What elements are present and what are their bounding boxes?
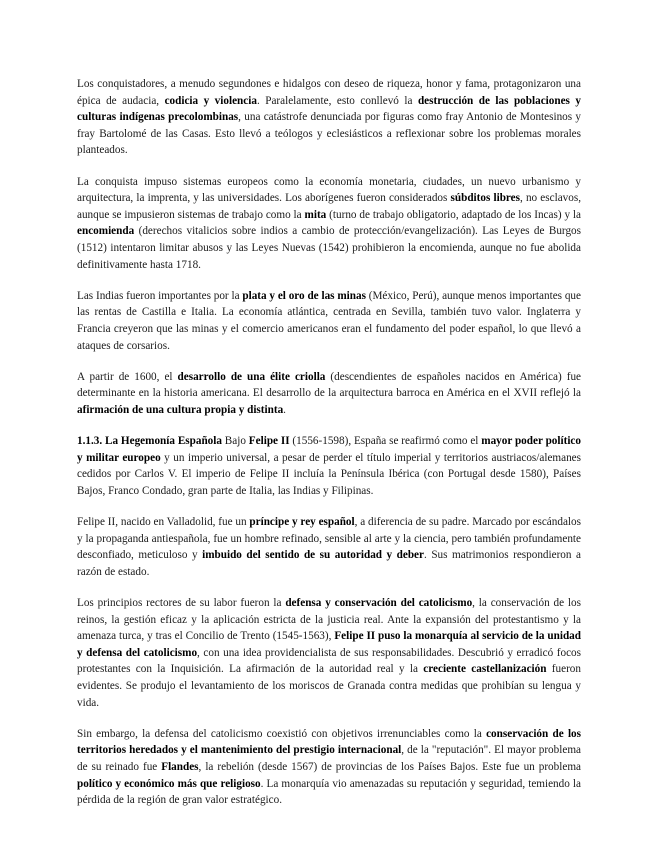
text-run: (derechos vitalicios sobre indios a cambio de protección/evangelización). Las Leyes de Burgos (1512) intentaron limitar abusos y las Leyes Nuevas (1542) prohibieron la encomienda, aunque no fue abolida definitivamente hasta 1718. — [77, 225, 581, 271]
text-run: Los principios rectores de su labor fueron la — [77, 597, 286, 609]
text-run: (turno de trabajo obligatorio, adaptado de los Incas) y la — [326, 208, 581, 221]
bold-text-run: Felipe II puso la monarquía al servicio de la unidad y defensa del catolicismo — [77, 630, 581, 659]
text-run: , de la "reputación". El mayor problema de su reinado fue — [77, 744, 581, 773]
paragraph-flandes — [77, 726, 581, 809]
paragraph-elite-criolla — [77, 369, 581, 419]
text-run: . Sus matrimonios respondieron a razón de estado. — [77, 549, 581, 578]
bold-text-run: desarrollo de una élite criolla — [177, 370, 326, 383]
text-run: , la conservación de los reinos, la gestión eficaz y la aplicación estricta de la justicia real. Ante la expansión del protestantismo y la amenaza turca, y tras el Concilio de Trento (1545-1563), — [77, 597, 581, 643]
text-run: (1556-1598), España se reafirmó como el — [289, 435, 482, 448]
bold-text-run: príncipe y rey español — [249, 516, 355, 529]
text-run: , una catástrofe denunciada por figuras como fray Antonio de Montesinos y fray Bartolomé de las Casas. Esto llevó a teólogos y eclesiásticos a reflexionar sobre los problemas morales planteados. — [77, 111, 581, 157]
bold-text-run: político y económico más que religioso — [77, 777, 261, 790]
text-run: Felipe II, nacido en Valladolid, fue un — [77, 516, 250, 529]
document-page — [77, 76, 581, 823]
text-run: La conquista impuso sistemas europeos como la economía monetaria, ciudades, un nuevo urbanismo y arquitectura, la imprenta, y las universidades. Los aborígenes fueron considerados — [77, 175, 581, 205]
text-run: . — [283, 403, 286, 416]
bold-text-run: encomienda — [77, 225, 135, 238]
bold-text-run: mita — [304, 208, 327, 221]
bold-text-run: conservación de los territorios heredados y el mantenimiento del prestigio internacional — [77, 727, 581, 757]
bold-text-run: destrucción de las poblaciones y culturas indígenas precolombinas — [77, 94, 581, 124]
text-run: . Paralelamente, esto conllevó la — [256, 94, 418, 107]
bold-text-run: Flandes — [161, 760, 199, 773]
bold-text-run: plata y el oro de las minas — [242, 289, 366, 302]
paragraph-conquistadores — [77, 76, 581, 159]
bold-text-run: afirmación de una cultura propia y distinta — [77, 403, 284, 416]
text-run: (México, Perú), aunque menos importantes que las rentas de Castilla e Italia. La economía atlántica, centrada en Sevilla, también tuvo valor. Inglaterra y Francia creyeron que las minas y el comercio americanos eran el fundamento del poder español, lo que llevó a ataques de corsarios. — [77, 289, 581, 352]
paragraph-felipe-ii — [77, 514, 581, 580]
text-run: A partir de 1600, el — [77, 370, 178, 383]
paragraph-principios-rectores — [77, 595, 581, 711]
text-run: y un imperio universal, a pesar de perder el título imperial y territorios austriacos/alemanes cedidos por Carlos V. El imperio de Felipe II incluía la Península Ibérica (con Portugal desde 1580), Países Bajos, Franco Condado, gran parte de Italia, las Indias y Filipinas. — [77, 451, 581, 497]
text-run: Las Indias fueron importantes por la — [77, 289, 243, 302]
text-run: . La monarquía vio amenazadas su reputación y seguridad, temiendo la pérdida de la región de gran valor estratégico. — [77, 777, 581, 807]
text-run: Los conquistadores, a menudo segundones e hidalgos con deseo de riqueza, honor y fama, protagonizaron una épica de audacia, — [77, 78, 581, 107]
bold-text-run: creciente castellanización — [423, 663, 547, 676]
text-run: fueron evidentes. Se produjo el levantamiento de los moriscos de Granada contra medidas que prohibían su lengua y vida. — [77, 663, 581, 709]
bold-text-run: codicia y violencia — [164, 94, 257, 107]
text-run: , no esclavos, aunque se impusieron sistemas de trabajo como la — [77, 192, 581, 221]
text-run: , a diferencia de su padre. Marcado por escándalos y la propaganda antiespañola, fue un hombre refinado, sensible al arte y la ciencia, pero también profundamente desconfiado, meticuloso y — [77, 516, 581, 562]
text-run: (descendientes de españoles nacidos en América) fue determinante en la historia americana. El desarrollo de la arquitectura barroca en América en el XVII reflejó la — [77, 370, 582, 400]
paragraph-hegemonia-espanola — [77, 433, 581, 499]
bold-text-run: Felipe II — [248, 435, 290, 448]
bold-text-run: defensa y conservación del catolicismo — [285, 597, 473, 609]
paragraph-indias-minas — [77, 288, 581, 354]
bold-text-run: súbditos libres — [450, 192, 521, 205]
text-run: , con una idea providencialista de sus responsabilidades. Descubrió y erradicó focos protestantes con la Inquisición. La afirmación de la autoridad real y la — [77, 646, 581, 676]
bold-text-run: 1.1.3. La Hegemonía Española — [77, 435, 222, 448]
bold-text-run: mayor poder político y militar europeo — [77, 435, 581, 464]
paragraph-conquista-sistemas — [77, 174, 581, 274]
bold-text-run: imbuido del sentido de su autoridad y deber — [202, 549, 424, 562]
text-run: Sin embargo, la defensa del catolicismo coexistió con objetivos irrenunciables como la — [77, 727, 487, 740]
text-run: , la rebelión (desde 1567) de provincias de los Países Bajos. Este fue un problema — [198, 760, 581, 773]
text-run: Bajo — [221, 435, 249, 448]
